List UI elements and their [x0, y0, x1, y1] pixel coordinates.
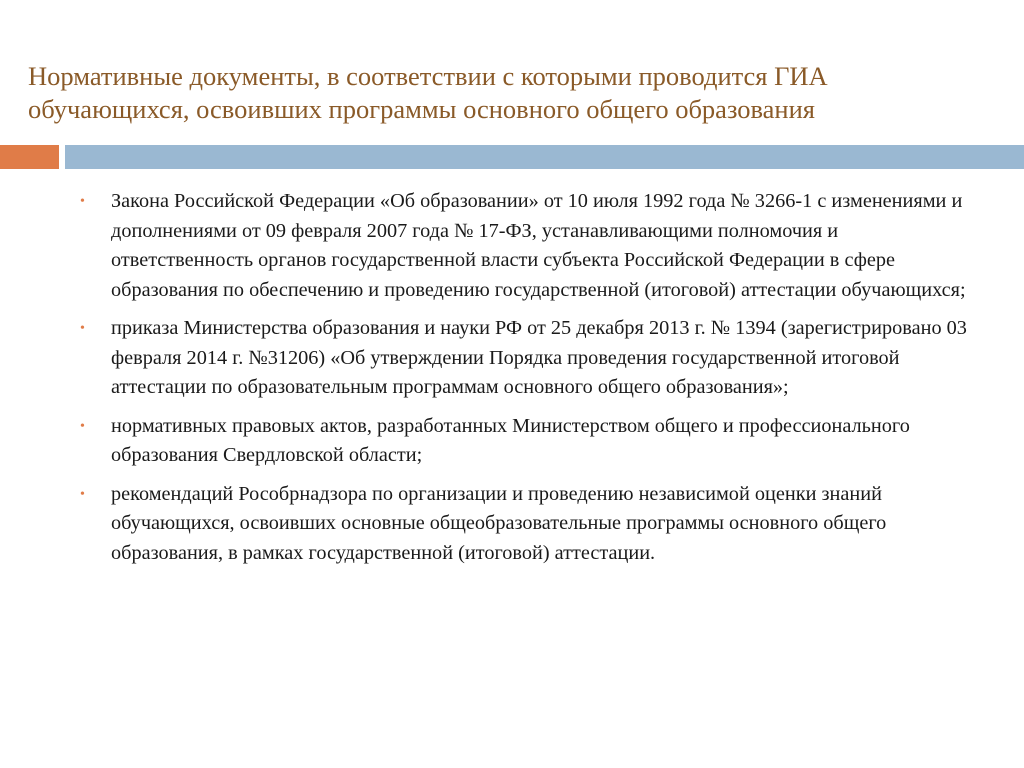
slide-title [28, 60, 1008, 126]
bullet-icon: • [80, 194, 85, 209]
list-item-text: нормативных правовых актов, разработанных Министерством общего и профессионального образования Свердловской области; [111, 414, 910, 466]
accent-bar-orange [0, 145, 59, 169]
list-item-text: приказа Министерства образования и науки РФ от 25 декабря 2013 г. № 1394 (зарегистрировано 03 февраля 2014 г. №31206) «Об утверждении Порядка проведения государственной итоговой аттестации по образовательным программам основного общего образования»; [111, 317, 967, 398]
bullet-icon: • [80, 418, 85, 434]
bullet-icon: • [80, 486, 85, 502]
slide-title-line-2: обучающихся, освоивших программы основного общего образования [28, 94, 815, 124]
list-item [80, 412, 980, 471]
bullet-icon: • [80, 321, 85, 336]
list-item [80, 314, 980, 403]
accent-bar-blue [65, 145, 1024, 169]
list-item [80, 480, 980, 569]
list-item-text: Закона Российской Федерации «Об образовании» от 10 июля 1992 года № 3266-1 с изменениями и дополнениями от 09 февраля 2007 года № 17-ФЗ, устанавливающими полномочия и ответственность органов государственной власти субъекта Российской Федерации в сфере образования по обеспечению и проведению государственной (итоговой) аттестации обучающихся; [111, 190, 966, 301]
bullet-list [80, 187, 980, 577]
list-item-text: рекомендаций Рособрнадзора по организации и проведению независимой оценки знаний обучающихся, освоивших основные общеобразовательные программы основного общего образования, в рамках государственной (итоговой) аттестации. [111, 482, 887, 564]
slide-title-line-1: Нормативные документы, в соответствии с которыми проводится ГИА [28, 61, 828, 91]
list-item [80, 187, 980, 305]
